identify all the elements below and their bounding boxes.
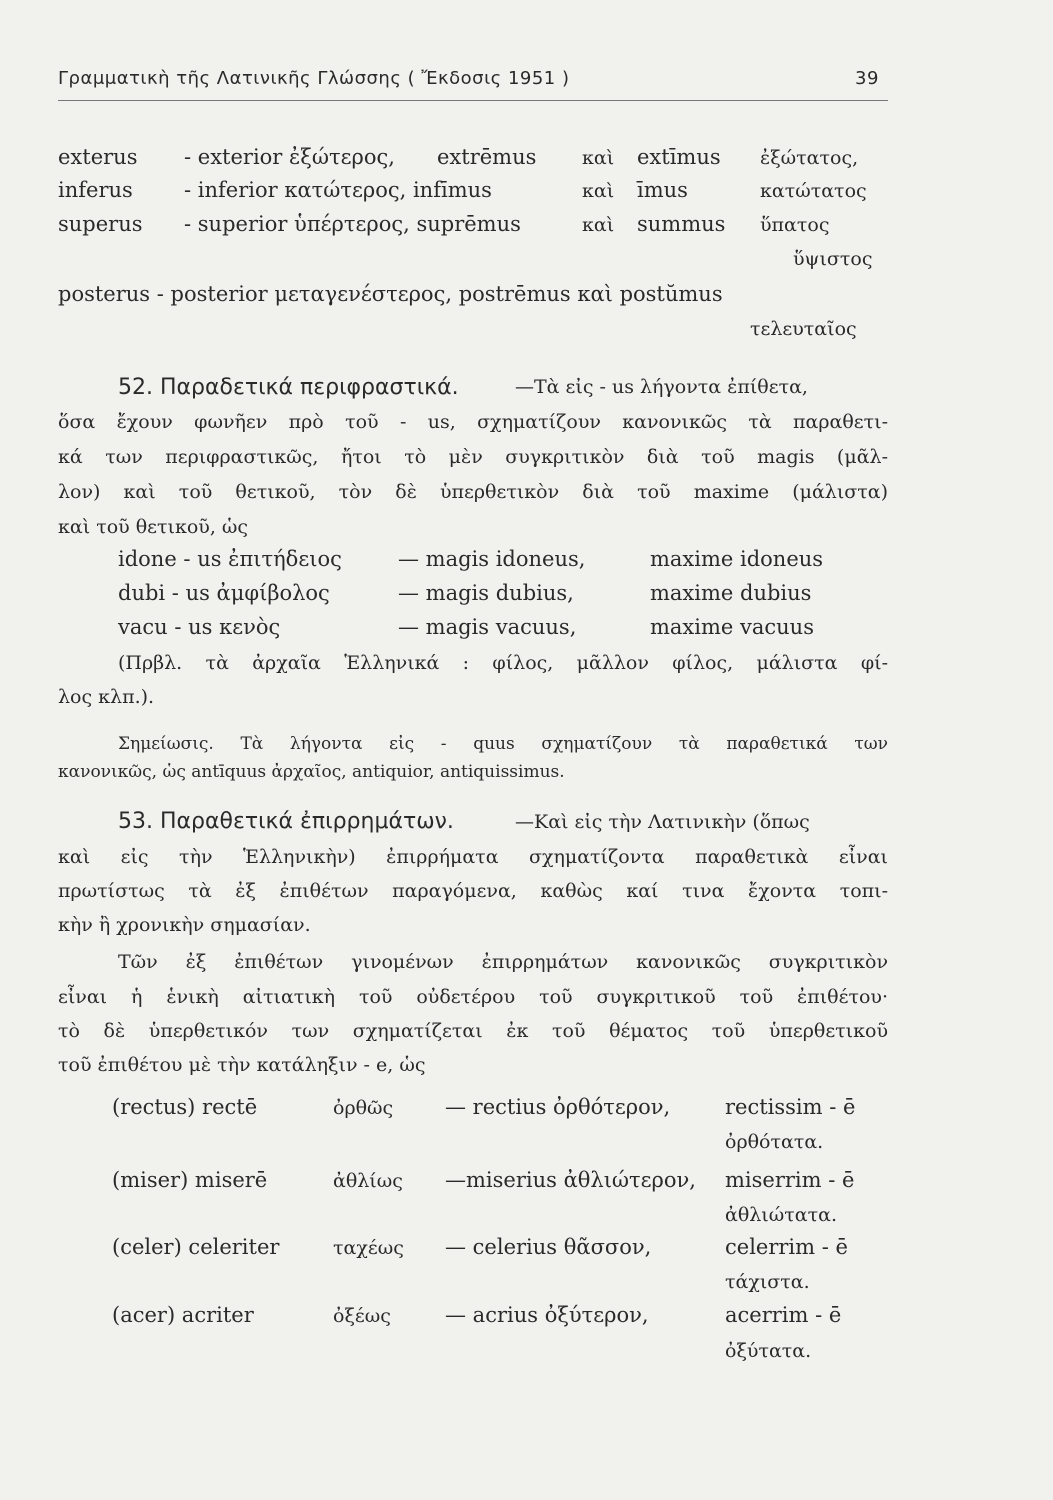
page-number: 39 xyxy=(855,68,879,89)
example-sup: maxime idoneus xyxy=(650,547,824,571)
table-cell: ὕπατος xyxy=(760,214,830,236)
table-cell: κατώτατος xyxy=(760,180,867,202)
table-cell: superus xyxy=(58,212,143,236)
example-comp: — magis dubius, xyxy=(398,581,574,605)
adverb-cell: (rectus) rectē xyxy=(112,1095,258,1119)
paragraph-line: Τῶν ἐξ ἐπιθέτων γινομένων ἐπιρρημάτων κανονικῶς συγκριτικὸν xyxy=(118,951,888,973)
example-comp: — magis idoneus, xyxy=(398,547,586,571)
adverb-cell: ἀθλίως xyxy=(333,1170,403,1192)
example-base: idone - us ἐπιτήδειος xyxy=(118,547,342,571)
text-line: posterus - posterior μεταγενέστερος, postrēmus καὶ postŭmus xyxy=(58,282,723,306)
adverb-cell: ὀξέως xyxy=(333,1305,391,1327)
adverb-cell: (celer) celeriter xyxy=(112,1235,280,1259)
example-comp: — magis vacuus, xyxy=(398,615,577,639)
table-cell: īmus xyxy=(637,178,688,202)
table-cell: ὕψιστος xyxy=(793,248,873,270)
table-cell: - exterior ἐξώτερος, xyxy=(184,145,395,169)
adverb-cell: — celerius θᾶσσον, xyxy=(445,1235,652,1259)
adverb-cell: τάχιστα. xyxy=(725,1271,810,1293)
table-cell: extīmus xyxy=(637,145,721,169)
adverb-cell: ὀξύτατα. xyxy=(725,1340,812,1362)
compare-line: (Πρβλ. τὰ ἀρχαῖα Ἑλληνικά : φίλος, μᾶλλον φίλος, μάλιστα φί- xyxy=(118,652,888,674)
compare-line: λος κλπ.). xyxy=(58,686,155,708)
table-cell: καὶ xyxy=(582,180,615,202)
header-rule xyxy=(58,100,888,101)
example-sup: maxime dubius xyxy=(650,581,812,605)
table-cell: exterus xyxy=(58,145,138,169)
adverb-cell: ὀρθότατα. xyxy=(725,1131,824,1153)
note-line: Σημείωσις. Τὰ λήγοντα εἰς - quus σχηματίζουν τὰ παραθετικά των xyxy=(118,734,888,754)
example-base: dubi - us ἀμφίβολος xyxy=(118,581,330,605)
adverb-cell: acerrim - ē xyxy=(725,1303,842,1327)
example-base: vacu - us κενὸς xyxy=(118,615,281,639)
adverb-cell: (acer) acriter xyxy=(112,1303,254,1327)
paragraph-line: ὅσα ἔχουν φωνῆεν πρὸ τοῦ - us, σχηματίζουν κανονικῶς τὰ παραθετι- xyxy=(58,411,888,433)
paragraph-line: τοῦ ἐπιθέτου μὲ τὴν κατάληξιν - e, ὡς xyxy=(58,1054,426,1076)
table-cell: inferus xyxy=(58,178,133,202)
paragraph-line: καὶ εἰς τὴν Ἑλληνικὴν) ἐπιρρήματα σχηματίζοντα παραθετικὰ εἶναι xyxy=(58,846,888,868)
table-cell: extrēmus xyxy=(437,145,537,169)
note-line: κανονικῶς, ὡς antīquus ἀρχαῖος, antiquior, antiquissimus. xyxy=(58,762,565,782)
paragraph-line: καὶ τοῦ θετικοῦ, ὡς xyxy=(58,516,249,538)
paragraph-line: —Καὶ εἰς τὴν Λατινικὴν (ὅπως xyxy=(515,811,810,833)
table-cell: - inferior κατώτερος, infīmus xyxy=(184,178,492,202)
table-cell: καὶ xyxy=(582,214,615,236)
adverb-cell: —miserius ἀθλιώτερον, xyxy=(445,1168,696,1192)
table-cell: - superior ὑπέρτερος, suprēmus xyxy=(184,212,521,236)
adverb-cell: rectissim - ē xyxy=(725,1095,856,1119)
table-cell: ἐξώτατος, xyxy=(760,147,859,169)
text-line: τελευταῖος xyxy=(750,318,857,340)
paragraph-line: κά των περιφραστικῶς, ἤτοι τὸ μὲν συγκριτικὸν διὰ τοῦ magis (μᾶλ- xyxy=(58,446,888,468)
adverb-cell: miserrim - ē xyxy=(725,1168,855,1192)
adverb-cell: ὀρθῶς xyxy=(333,1097,394,1119)
adverb-cell: — rectius ὀρθότερον, xyxy=(445,1095,671,1119)
paragraph-line: εἶναι ἡ ἑνικὴ αἰτιατικὴ τοῦ οὐδετέρου τοῦ συγκριτικοῦ τοῦ ἐπιθέτου· xyxy=(58,986,888,1008)
table-cell: summus xyxy=(637,212,726,236)
section-heading: 52. Παραδετικά περιφραστικά. xyxy=(118,375,459,400)
paragraph-line: κὴν ἢ χρονικὴν σημασίαν. xyxy=(58,914,311,936)
adverb-cell: ταχέως xyxy=(333,1237,404,1259)
adverb-cell: ἀθλιώτατα. xyxy=(725,1204,837,1226)
section-heading: 53. Παραθετικά ἐπιρρημάτων. xyxy=(118,809,454,834)
paragraph-line: πρωτίστως τὰ ἐξ ἐπιθέτων παραγόμενα, καθὼς καί τινα ἔχοντα τοπι- xyxy=(58,880,888,902)
table-cell: καὶ xyxy=(582,147,615,169)
paragraph-line: λον) καὶ τοῦ θετικοῦ, τὸν δὲ ὑπερθετικὸν διὰ τοῦ maxime (μάλιστα) xyxy=(58,481,888,503)
example-sup: maxime vacuus xyxy=(650,615,814,639)
paragraph-line: τὸ δὲ ὑπερθετικόν των σχηματίζεται ἐκ τοῦ θέματος τοῦ ὑπερθετικοῦ xyxy=(58,1020,888,1042)
paragraph-line: —Τὰ εἰς - us λήγοντα ἐπίθετα, xyxy=(515,376,808,398)
running-title: Γραμματικὴ τῆς Λατινικῆς Γλώσσης ( Ἔκδοσις 1951 ) xyxy=(58,68,570,89)
adverb-cell: celerrim - ē xyxy=(725,1235,848,1259)
adverb-cell: (miser) miserē xyxy=(112,1168,268,1192)
adverb-cell: — acrius ὀξύτερον, xyxy=(445,1303,649,1327)
